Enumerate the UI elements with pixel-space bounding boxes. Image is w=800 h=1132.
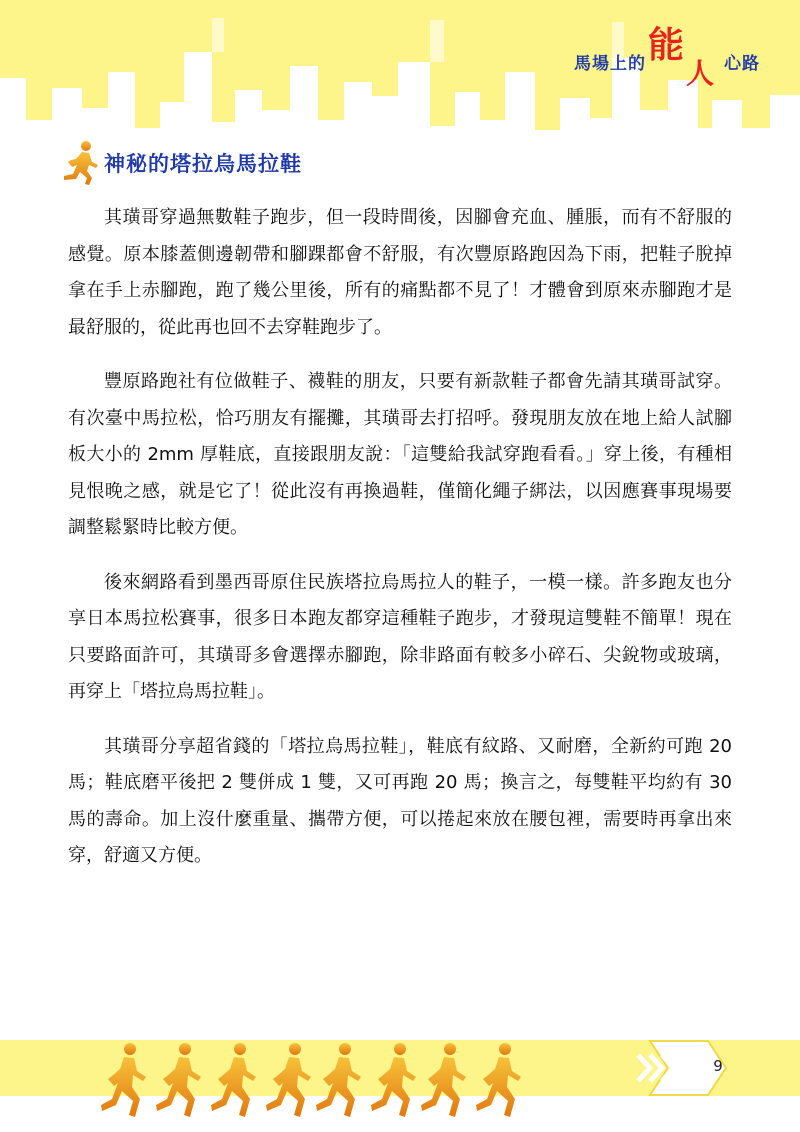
book-series-title <box>573 25 760 90</box>
series-title-mid-char: 人 <box>685 57 714 90</box>
series-title-part2: 心路 <box>724 54 760 74</box>
series-title-big-char: 能 <box>647 25 684 66</box>
runners-decoration <box>0 1015 640 1132</box>
section-title: 神秘的塔拉烏馬拉鞋 <box>104 152 302 176</box>
series-title-part1: 馬場上的 <box>573 54 646 74</box>
section-heading <box>58 140 302 186</box>
page-footer <box>0 1015 800 1132</box>
paragraph-4: 其璜哥分享超省錢的「塔拉烏馬拉鞋」，鞋底有紋路、又耐磨，全新約可跑 20 馬；鞋底磨平後把 2 雙併成 1 雙，又可再跑 20 馬；換言之，每雙鞋平均約有 30 馬的壽命。加上沒什麼重量、攜帶方便，可以捲起來放在腰包裡，需要時再拿出來穿，舒適又方便。 <box>68 735 732 866</box>
skyline-decoration <box>0 0 800 160</box>
paragraph-1: 其璜哥穿過無數鞋子跑步，但一段時間後，因腳會充血、腫脹，而有不舒服的感覺。原本膝蓋側邊韌帶和腳踝都會不舒服，有次豐原路跑因為下雨，把鞋子脫掉拿在手上赤腳跑，跑了幾公里後，所有的痛點都不見了！才體會到原來赤腳跑才是最舒服的，從此再也回不去穿鞋跑步了。 <box>68 207 732 338</box>
paragraph-2: 豐原路跑社有位做鞋子、襪鞋的朋友，只要有新款鞋子都會先請其璜哥試穿。有次臺中馬拉松，恰巧朋友有擺攤，其璜哥去打招呼。發現朋友放在地上給人試腳板大小的 2mm 厚鞋底，直接跟朋友說：「這雙給我試穿跑看看。」穿上後，有種相見恨晚之感，就是它了！從此沒有再換過鞋，僅簡化繩子綁法，以因應賽事現場要調整鬆緊時比較方便。 <box>68 371 732 538</box>
page-number: 9 <box>713 1057 723 1075</box>
paragraph-3: 後來網路看到墨西哥原住民族塔拉烏馬拉人的鞋子，一模一樣。許多跑友也分享日本馬拉松賽事，很多日本跑友都穿這種鞋子跑步，才發現這雙鞋不簡單！現在只要路面許可，其璜哥多會選擇赤腳跑，除非路面有較多小碎石、尖銳物或玻璃，再穿上「塔拉烏馬拉鞋」。 <box>68 571 732 702</box>
article-body <box>68 200 732 893</box>
runner-icon <box>58 140 100 186</box>
